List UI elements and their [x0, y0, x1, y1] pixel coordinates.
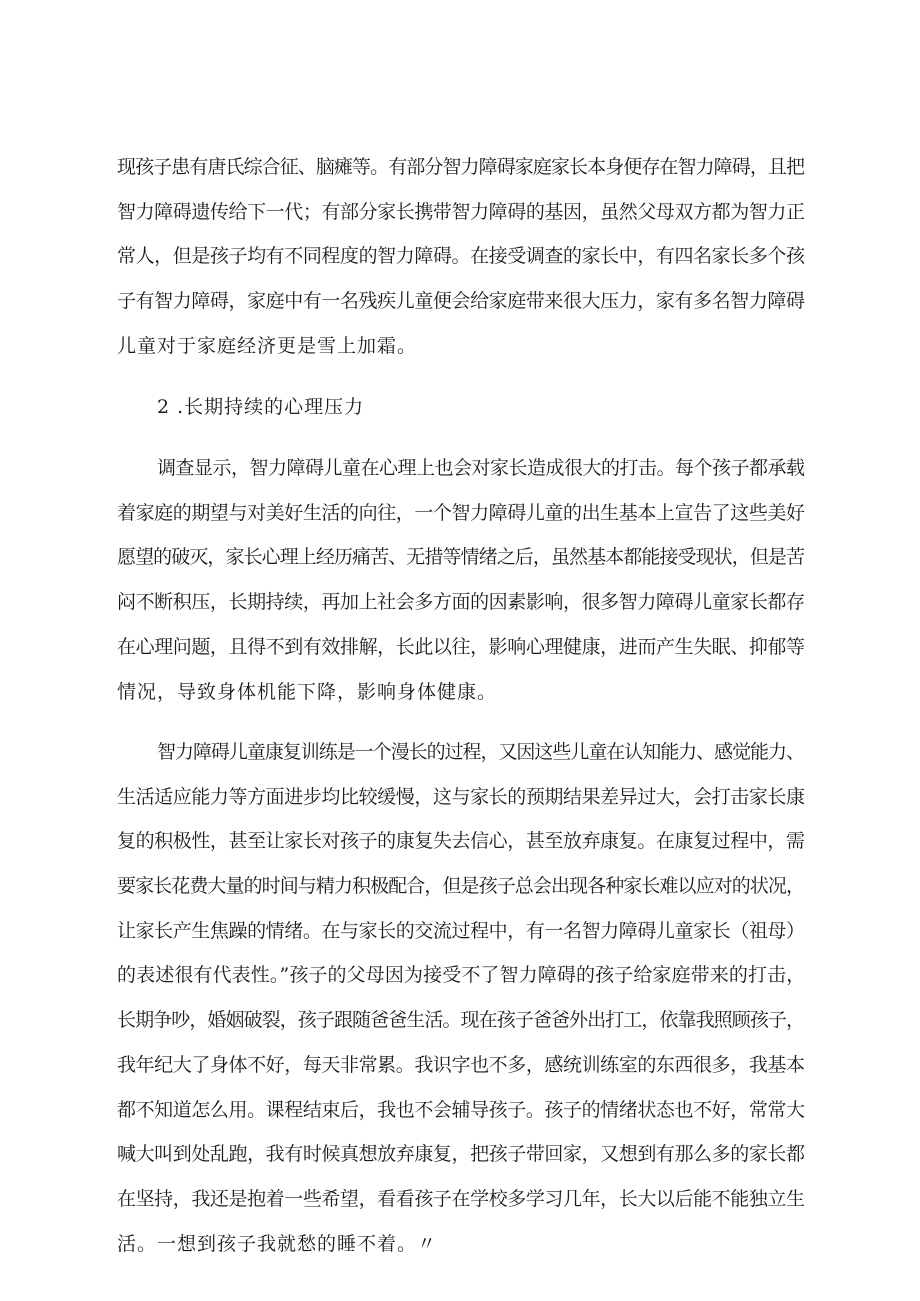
paragraph-3-line-11: 在坚持，我还是抱着一些希望，看看孩子在学校多学习几年，长大以后能不能独立生 [117, 1188, 805, 1210]
paragraph-3-line-2: 生活适应能力等方面进步均比较缓慢，这与家长的预期结果差异过大，会打击家长康 [117, 786, 805, 808]
paragraph-3-line-9: 都不知道怎么用。课程结束后，我也不会辅导孩子。孩子的情绪状态也不好，常常大 [117, 1099, 805, 1121]
paragraph-3-line-10: 喊大叫到处乱跑，我有时候真想放弃康复，把孩子带回家，又想到有那么多的家长都 [117, 1143, 805, 1165]
paragraph-1-line-1: 现孩子患有唐氏综合征、脑瘫等。有部分智力障碍家庭家长本身便存在智力障碍，且把 [117, 156, 805, 178]
paragraph-1-line-5: 儿童对于家庭经济更是雪上加霜。 [117, 335, 418, 357]
paragraph-2-line-3: 愿望的破灭，家长心理上经历痛苦、无措等情绪之后，虽然基本都能接受现状，但是苦 [117, 546, 805, 568]
paragraph-3-line-4: 要家长花费大量的时间与精力积极配合，但是孩子总会出现各种家长难以应对的状况， [117, 875, 805, 897]
paragraph-2-line-4: 闷不断积压，长期持续，再加上社会多方面的因素影响，很多智力障碍儿童家长都存 [117, 591, 805, 613]
paragraph-3-line-5: 让家长产生焦躁的情绪。在与家长的交流过程中，有一名智力障碍儿童家长（祖母） [117, 920, 805, 942]
paragraph-3-line-12: 活。一想到孩子我就愁的睡不着。〃 [117, 1233, 438, 1255]
paragraph-2-line-6: 情况，导致身体机能下降，影响身体健康。 [117, 681, 498, 703]
paragraph-1-line-4: 子有智力障碍，家庭中有一名残疾儿童便会给家庭带来很大压力，家有多名智力障碍 [117, 290, 805, 312]
paragraph-3-line-8: 我年纪大了身体不好，每天非常累。我识字也不多，感统训练室的东西很多，我基本 [117, 1054, 805, 1076]
section-heading: 2 .长期持续的心理压力 [157, 396, 365, 418]
paragraph-1-line-3: 常人，但是孩子均有不同程度的智力障碍。在接受调查的家长中，有四名家长多个孩 [117, 245, 805, 267]
paragraph-2-line-2: 着家庭的期望与对美好生活的向往，一个智力障碍儿童的出生基本上宣告了这些美好 [117, 502, 805, 524]
paragraph-1-line-2: 智力障碍遗传给下一代；有部分家长携带智力障碍的基因，虽然父母双方都为智力正 [117, 201, 805, 223]
paragraph-3-line-3: 复的积极性，甚至让家长对孩子的康复失去信心，甚至放弃康复。在康复过程中，需 [117, 830, 805, 852]
paragraph-3-line-7: 长期争吵，婚姻破裂，孩子跟随爸爸生活。现在孩子爸爸外出打工，依靠我照顾孩子， [117, 1009, 805, 1031]
paragraph-3-line-6: 的表述很有代表性。”孩子的父母因为接受不了智力障碍的孩子给家庭带来的打击， [117, 964, 806, 986]
paragraph-3-line-1: 智力障碍儿童康复训练是一个漫长的过程，又因这些儿童在认知能力、感觉能力、 [157, 741, 804, 763]
paragraph-2-line-1: 调查显示，智力障碍儿童在心理上也会对家长造成很大的打击。每个孩子都承载 [157, 457, 805, 479]
paragraph-2-line-5: 在心理问题，且得不到有效排解，长此以往，影响心理健康，进而产生失眠、抑郁等 [117, 636, 805, 658]
